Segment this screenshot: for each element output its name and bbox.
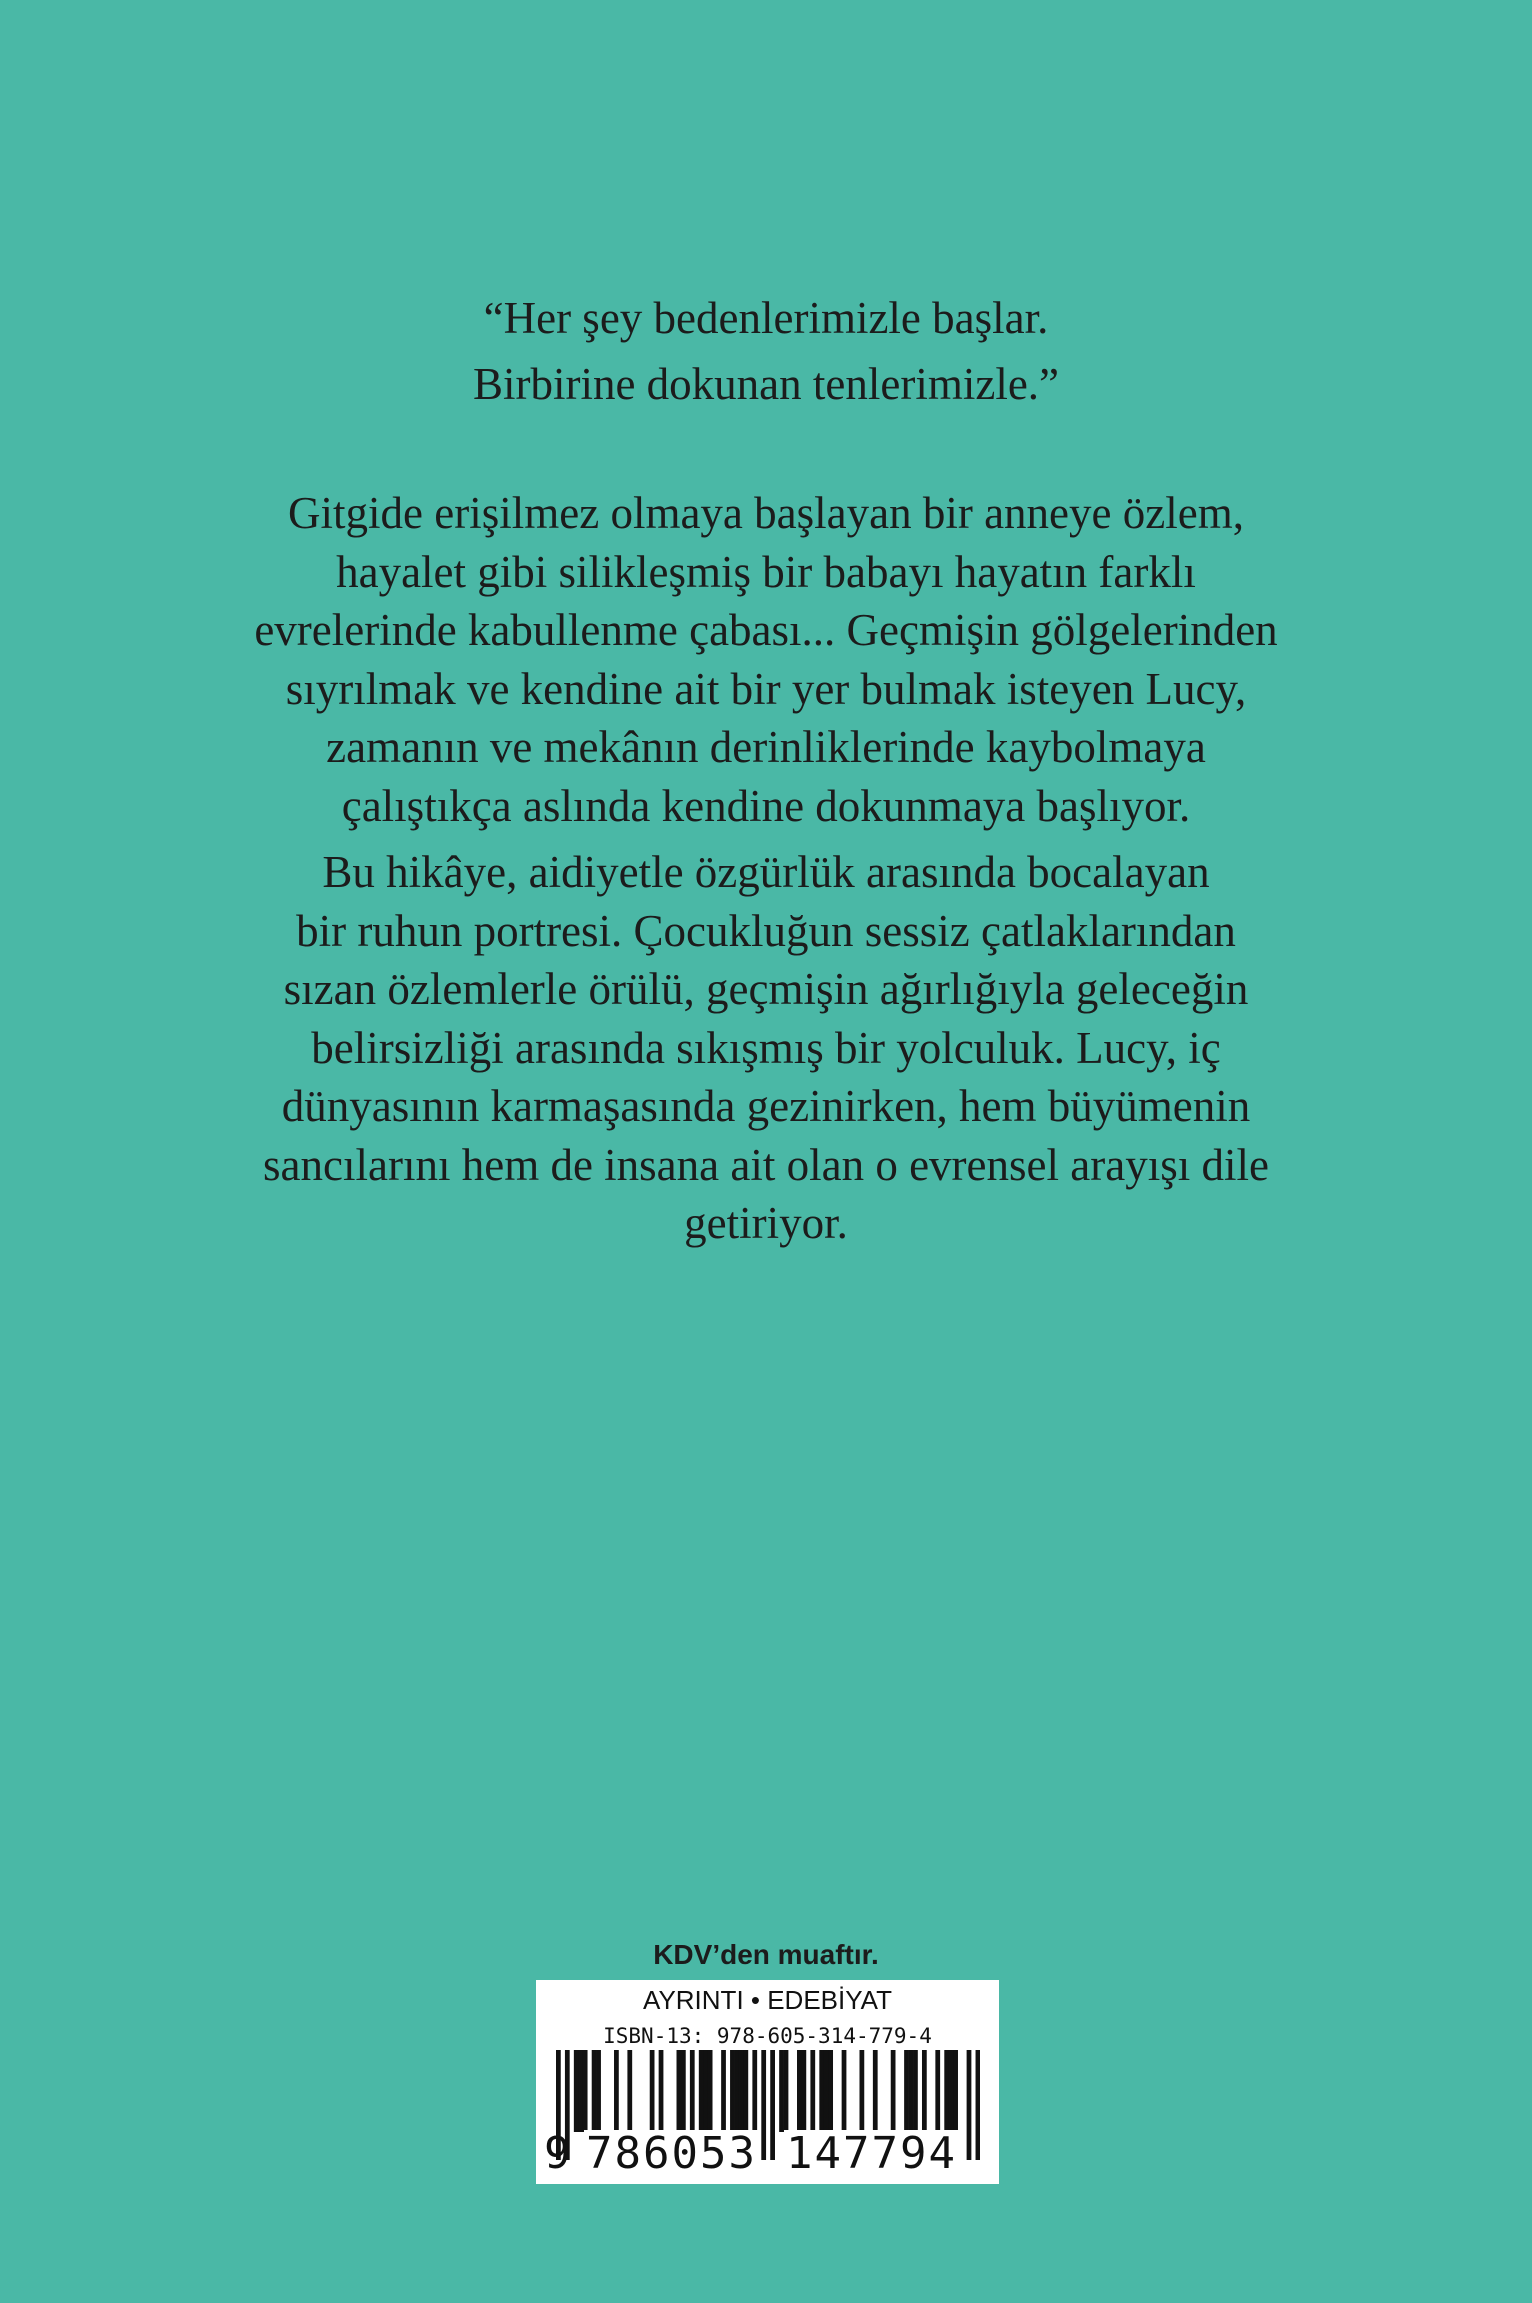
barcode-bar bbox=[976, 2050, 980, 2160]
blurb-line: bir ruhun portresi. Çocukluğun sessiz çatlaklarından bbox=[296, 905, 1236, 956]
barcode-bar bbox=[677, 2050, 682, 2132]
barcode-bar bbox=[703, 2050, 708, 2132]
barcode-bar bbox=[949, 2050, 954, 2132]
barcode-bar bbox=[967, 2050, 972, 2160]
barcode-bar bbox=[743, 2050, 748, 2132]
barcode-bar bbox=[699, 2050, 704, 2132]
barcode-bar bbox=[922, 2050, 927, 2132]
blurb-line: sızan özlemlerle örülü, geçmişin ağırlığıyla geleceğin bbox=[283, 964, 1249, 1014]
barcode-bar bbox=[784, 2050, 789, 2132]
blurb-line: zamanın ve mekânın derinliklerinde kaybolmaya bbox=[326, 722, 1206, 772]
blurb-line: getiriyor. bbox=[684, 1198, 848, 1248]
epigraph-quote bbox=[0, 285, 1532, 417]
barcode-bar bbox=[574, 2050, 579, 2132]
barcode-bar bbox=[739, 2050, 744, 2132]
blurb-line: Bu hikâye, aidiyetle özgürlük arasında bocalayan bbox=[322, 847, 1210, 897]
barcode-bar bbox=[842, 2050, 847, 2132]
barcode-bar bbox=[770, 2050, 775, 2160]
barcode-bar bbox=[779, 2050, 784, 2132]
barcode-bar bbox=[583, 2050, 588, 2132]
barcode-bar bbox=[953, 2050, 958, 2132]
blurb-line: belirsizliği arasında sıkışmış bir yolculuk. Lucy, iç bbox=[311, 1022, 1221, 1073]
barcode-label bbox=[536, 1980, 999, 2184]
barcode-bar bbox=[873, 2050, 878, 2132]
blurb-line: sancılarını hem de insana ait olan o evrensel arayışı dile bbox=[263, 1139, 1269, 1190]
barcode-bar bbox=[721, 2050, 726, 2132]
barcode-bar bbox=[904, 2050, 909, 2132]
barcode-bar bbox=[730, 2050, 735, 2132]
barcode-bar bbox=[913, 2050, 918, 2132]
barcode-bar bbox=[614, 2050, 619, 2132]
barcode-bar bbox=[735, 2050, 740, 2132]
barcode-bar bbox=[681, 2050, 686, 2132]
blurb-paragraph-2 bbox=[0, 843, 1532, 1253]
barcode-bar bbox=[578, 2050, 583, 2132]
ean-first-digit: 9 bbox=[544, 2128, 571, 2179]
blurb-line: çalıştıkça aslında kendine dokunmaya başlıyor. bbox=[341, 780, 1191, 831]
barcode-bar bbox=[801, 2050, 806, 2132]
blurb-line: sıyrılmak ve kendine ait bir yer bulmak isteyen Lucy, bbox=[285, 663, 1247, 714]
vat-exemption-note: KDV’den muaftır. bbox=[653, 1939, 879, 1970]
ean-left-group: 786053 bbox=[586, 2128, 757, 2179]
barcode-bar bbox=[627, 2050, 632, 2132]
ean-right-group: 147794 bbox=[786, 2128, 957, 2179]
barcode-bar bbox=[935, 2050, 940, 2132]
isbn-text: ISBN-13: 978-605-314-779-4 bbox=[603, 2024, 932, 2048]
barcode-bar bbox=[659, 2050, 664, 2132]
barcode-bar bbox=[824, 2050, 829, 2132]
barcode-bar bbox=[761, 2050, 766, 2160]
barcode-bar bbox=[690, 2050, 695, 2132]
blurb-paragraph-1 bbox=[0, 484, 1532, 835]
publisher-imprint: AYRINTI • EDEBİYAT bbox=[643, 1985, 892, 2015]
barcode-bar bbox=[859, 2050, 864, 2132]
blurb-line: dünyasının karmaşasında gezinirken, hem büyümenin bbox=[281, 1081, 1251, 1131]
blurb-line: Gitgide erişilmez olmaya başlayan bir anneye özlem, bbox=[288, 488, 1244, 538]
barcode-bar bbox=[596, 2050, 601, 2132]
barcode-bar bbox=[708, 2050, 713, 2132]
barcode-bar bbox=[650, 2050, 655, 2132]
barcode-bar bbox=[752, 2050, 757, 2132]
barcode-bar bbox=[819, 2050, 824, 2132]
epigraph-line-1: “Her şey bedenlerimizle başlar. bbox=[483, 293, 1049, 343]
barcode-bar bbox=[944, 2050, 949, 2132]
barcode-bar bbox=[909, 2050, 914, 2132]
blurb-line: hayalet gibi silikleşmiş bir babayı hayatın farklı bbox=[336, 546, 1196, 597]
barcode-bar bbox=[891, 2050, 896, 2132]
barcode-bar bbox=[828, 2050, 833, 2132]
blurb-line: evrelerinde kabullenme çabası... Geçmişin gölgelerinden bbox=[254, 605, 1278, 655]
epigraph-line-2: Birbirine dokunan tenlerimizle.” bbox=[472, 359, 1060, 409]
barcode-bar bbox=[592, 2050, 597, 2132]
barcode-bar bbox=[797, 2050, 802, 2132]
barcode-bar bbox=[810, 2050, 815, 2132]
